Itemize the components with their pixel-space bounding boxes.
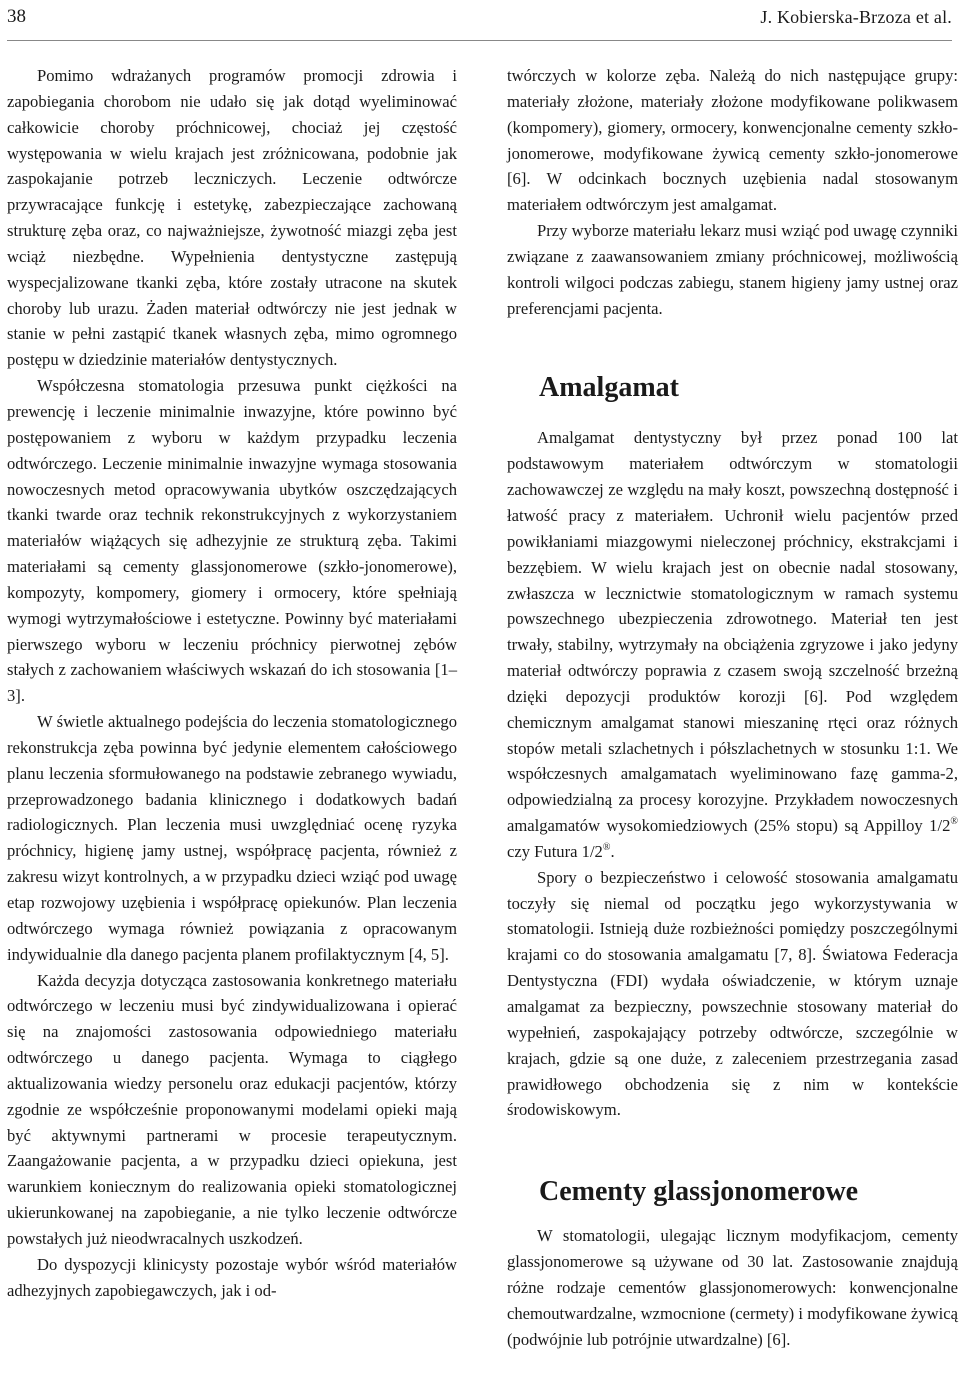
paragraph-amalgamat (507, 425, 958, 864)
paragraph: W świetle aktualnego podejścia do leczenia stomatologicznego rekonstrukcja zęba powinna być jedynie elementem całościowego planu leczenia sformułowanego na podstawie zebranego wywiadu, przeprowadzonego badania klinicznego i dodatkowych badań radiologicznych. Plan leczenia musi uwzględniać ocenę ryzyka próchnicy, higienę jamy ustnej, współpracę pacjenta, również z zakresu wizyt kontrolnych, a w przypadku dzieci wziąć pod uwagę etap rozwojowy uzębienia i współpracę opiekunów. Plan leczenia odtwórczego wymaga również powiązania z opracowanym indywidualnie dla danego pacjenta planem profilaktycznym [4, 5]. (7, 712, 457, 964)
left-column (7, 63, 457, 1304)
registered-mark: ® (950, 816, 958, 828)
page-header (7, 0, 952, 41)
registered-mark: ® (602, 841, 611, 853)
section-heading-amalgamat: Amalgamat (539, 372, 679, 404)
paragraph: W stomatologii, ulegając licznym modyfikacjom, cementy glassjonomerowe są używane od 30 lat. Zastosowanie znajdują różne rodzaje cementów glassjonomerowych: konwencjonalne chemoutwardzalne, wzmocnione (cermety) i modyfikowane żywicą (podwójnie lub potrójnie utwardzalne) [6]. (507, 1226, 958, 1349)
paragraph: Każda decyzja dotycząca zastosowania konkretnego materiału odtwórczego w leczeniu musi być zindywidualizowana i opierać się na znajomości zastosowania odpowiedniego materiału odtwórczego u danego pacjenta. Wymaga to ciągłego aktualizowania wiedzy personelu oraz edukacji pacjentów, którzy zgodnie ze współcześnie proponowanymi modelami opieki mają być aktywnymi partnerami w procesie terapeutycznym. Zaangażowanie pacjenta, a w przypadku dzieci opiekuna, jest warunkiem koniecznym do realizowania opieki stomatologicznej ukierunkowanej na zapobieganie, a nie tylko leczenie odtwórcze powstałych już nieodwracalnych uszkodzeń. (7, 970, 457, 1248)
page-number: 38 (7, 6, 26, 27)
paragraph-continuation: twórczych w kolorze zęba. Należą do nich następujące grupy: materiały złożone, materiały złożone modyfikowane polikwasem (kompomery), giomery, ormocery, konwencjonalne cementy szkło-jonomerowe, modyfikowane żywicą cementy szkło-jonomerowe [6]. W odcinkach bocznych uzębienia nadal stosowanym materiałem odtwórczym jest amalgamat. (507, 66, 958, 215)
running-head: J. Kobierska-Brzoza et al. (760, 7, 952, 27)
paragraph: Współczesna stomatologia przesuwa punkt ciężkości na prewencję i leczenie minimalnie inwazyjne, które powinno być postępowaniem z wyboru w każdym przypadku leczenia odtwórczego. Leczenie minimalnie inwazyjne wymaga stosowania nowoczesnych metod opracowywania ubytków oszczędzających tkanki twarde oraz technik rekonstrukcyjnych z wykorzystaniem materiałów wiążących się adhezyjnie ze strukturą zęba. Takimi materiałami są cementy glassjonomerowe (szkło-jonomerowe), kompozyty, kompomery, giomery i ormocery, które spełniają wymogi wytrzymałościowe i estetyczne. Powinny być materiałami pierwszego wyboru w leczeniu próchnicy pierwotnej zębów stałych z zachowaniem właściwych wskazań do ich stosowania [1–3]. (7, 376, 457, 706)
right-column (507, 63, 958, 1352)
paragraph: Do dyspozycji klinicysty pozostaje wybór wśród materiałów adhezyjnych zapobiegawczych, jak i od- (7, 1254, 457, 1300)
paragraph: Przy wyborze materiału lekarz musi wziąć pod uwagę czynniki związane z zaawansowaniem zmiany próchnicowej, możliwością kontroli wilgoci podczas zabiegu, stanem higieny jamy ustnej oraz preferencjami pacjenta. (507, 221, 958, 318)
text-run: Amalgamat dentystyczny był przez ponad 100 lat podstawowym materiałem odtwórczym w stomatologii zachowawczej ze względu na mały koszt, powszechną dostępność i łatwość pracy z materiałem. Uchronił wielu pacjentów przed powikłaniami miazgowymi nieleczonej próchnicy, ekstrakcjami i bezzębiem. W wielu krajach jest on obecnie nadal stosowany, zwłaszcza w lecznictwie stomatologicznym w ramach systemu powszechnego ubezpieczenia zdrowotnego. Materiał ten jest trwały, stabilny, wytrzymały na obciążenia zgryzowe i jako jedyny materiał odtwórczy poprawia z czasem swoją szczelność brzeżną dzięki depozycji produktów korozji [6]. Pod względem chemicznym amalgamat stanowi mieszaninę rtęci oraz różnych stopów metali szlachetnych i półszlachetnych w stosunku 1:1. We współczesnych amalgamatach wyeliminowano fazę gamma-2, odpowiedzialną za procesy korozyjne. Przykładem nowoczesnych amalgamatów wysokomiedziowych (25% stopu) są Appilloy 1/2 (507, 428, 958, 836)
text-run: . (610, 841, 615, 861)
text-run: czy Futura 1/2 (507, 841, 603, 861)
section-heading-cementy: Cementy glassjonomerowe (539, 1176, 859, 1208)
paragraph: Pomimo wdrażanych programów promocji zdrowia i zapobiegania chorobom nie udało się jak dotąd wyeliminować całkowicie choroby próchnicowej, chociaż jej częstość występowania w wielu krajach jest zróżnicowana, podobnie jak zaspokajanie potrzeb leczniczych. Leczenie odtwórcze przywracające funkcję i estetykę, zabezpieczające zachowaną strukturę zęba oraz, co najważniejsze, żywotność miazgi zęba jest wciąż niezbędne. Wypełnienia dentystyczne zastępują wyspecjalizowane tkanki zęba, które zostały utracone na skutek choroby lub urazu. Żaden materiał odtwórczy nie jest jednak w stanie w pełni zastąpić tkanek własnych zęba, mimo ogromnego postępu w dziedzinie materiałów dentystycznych. (7, 66, 457, 370)
paragraph: Spory o bezpieczeństwo i celowość stosowania amalgamatu toczyły się niemal od początku jego wykorzystywania w stomatologii. Istnieją duże rozbieżności pomiędzy poszczególnymi krajami co do stosowania amalgamatu [7, 8]. Światowa Federacja Dentystyczna (FDI) wydała oświadczenie, w którym uznaje amalgamat za bezpieczny, powszechnie stosowany materiał do wypełnień, zaspokajający potrzeby odtwórcze, szczególnie w krajach, gdzie są one duże, z zaleceniem przestrzegania zasad prawidłowego obchodzenia się z nim w kontekście środowiskowym. (507, 867, 958, 1120)
